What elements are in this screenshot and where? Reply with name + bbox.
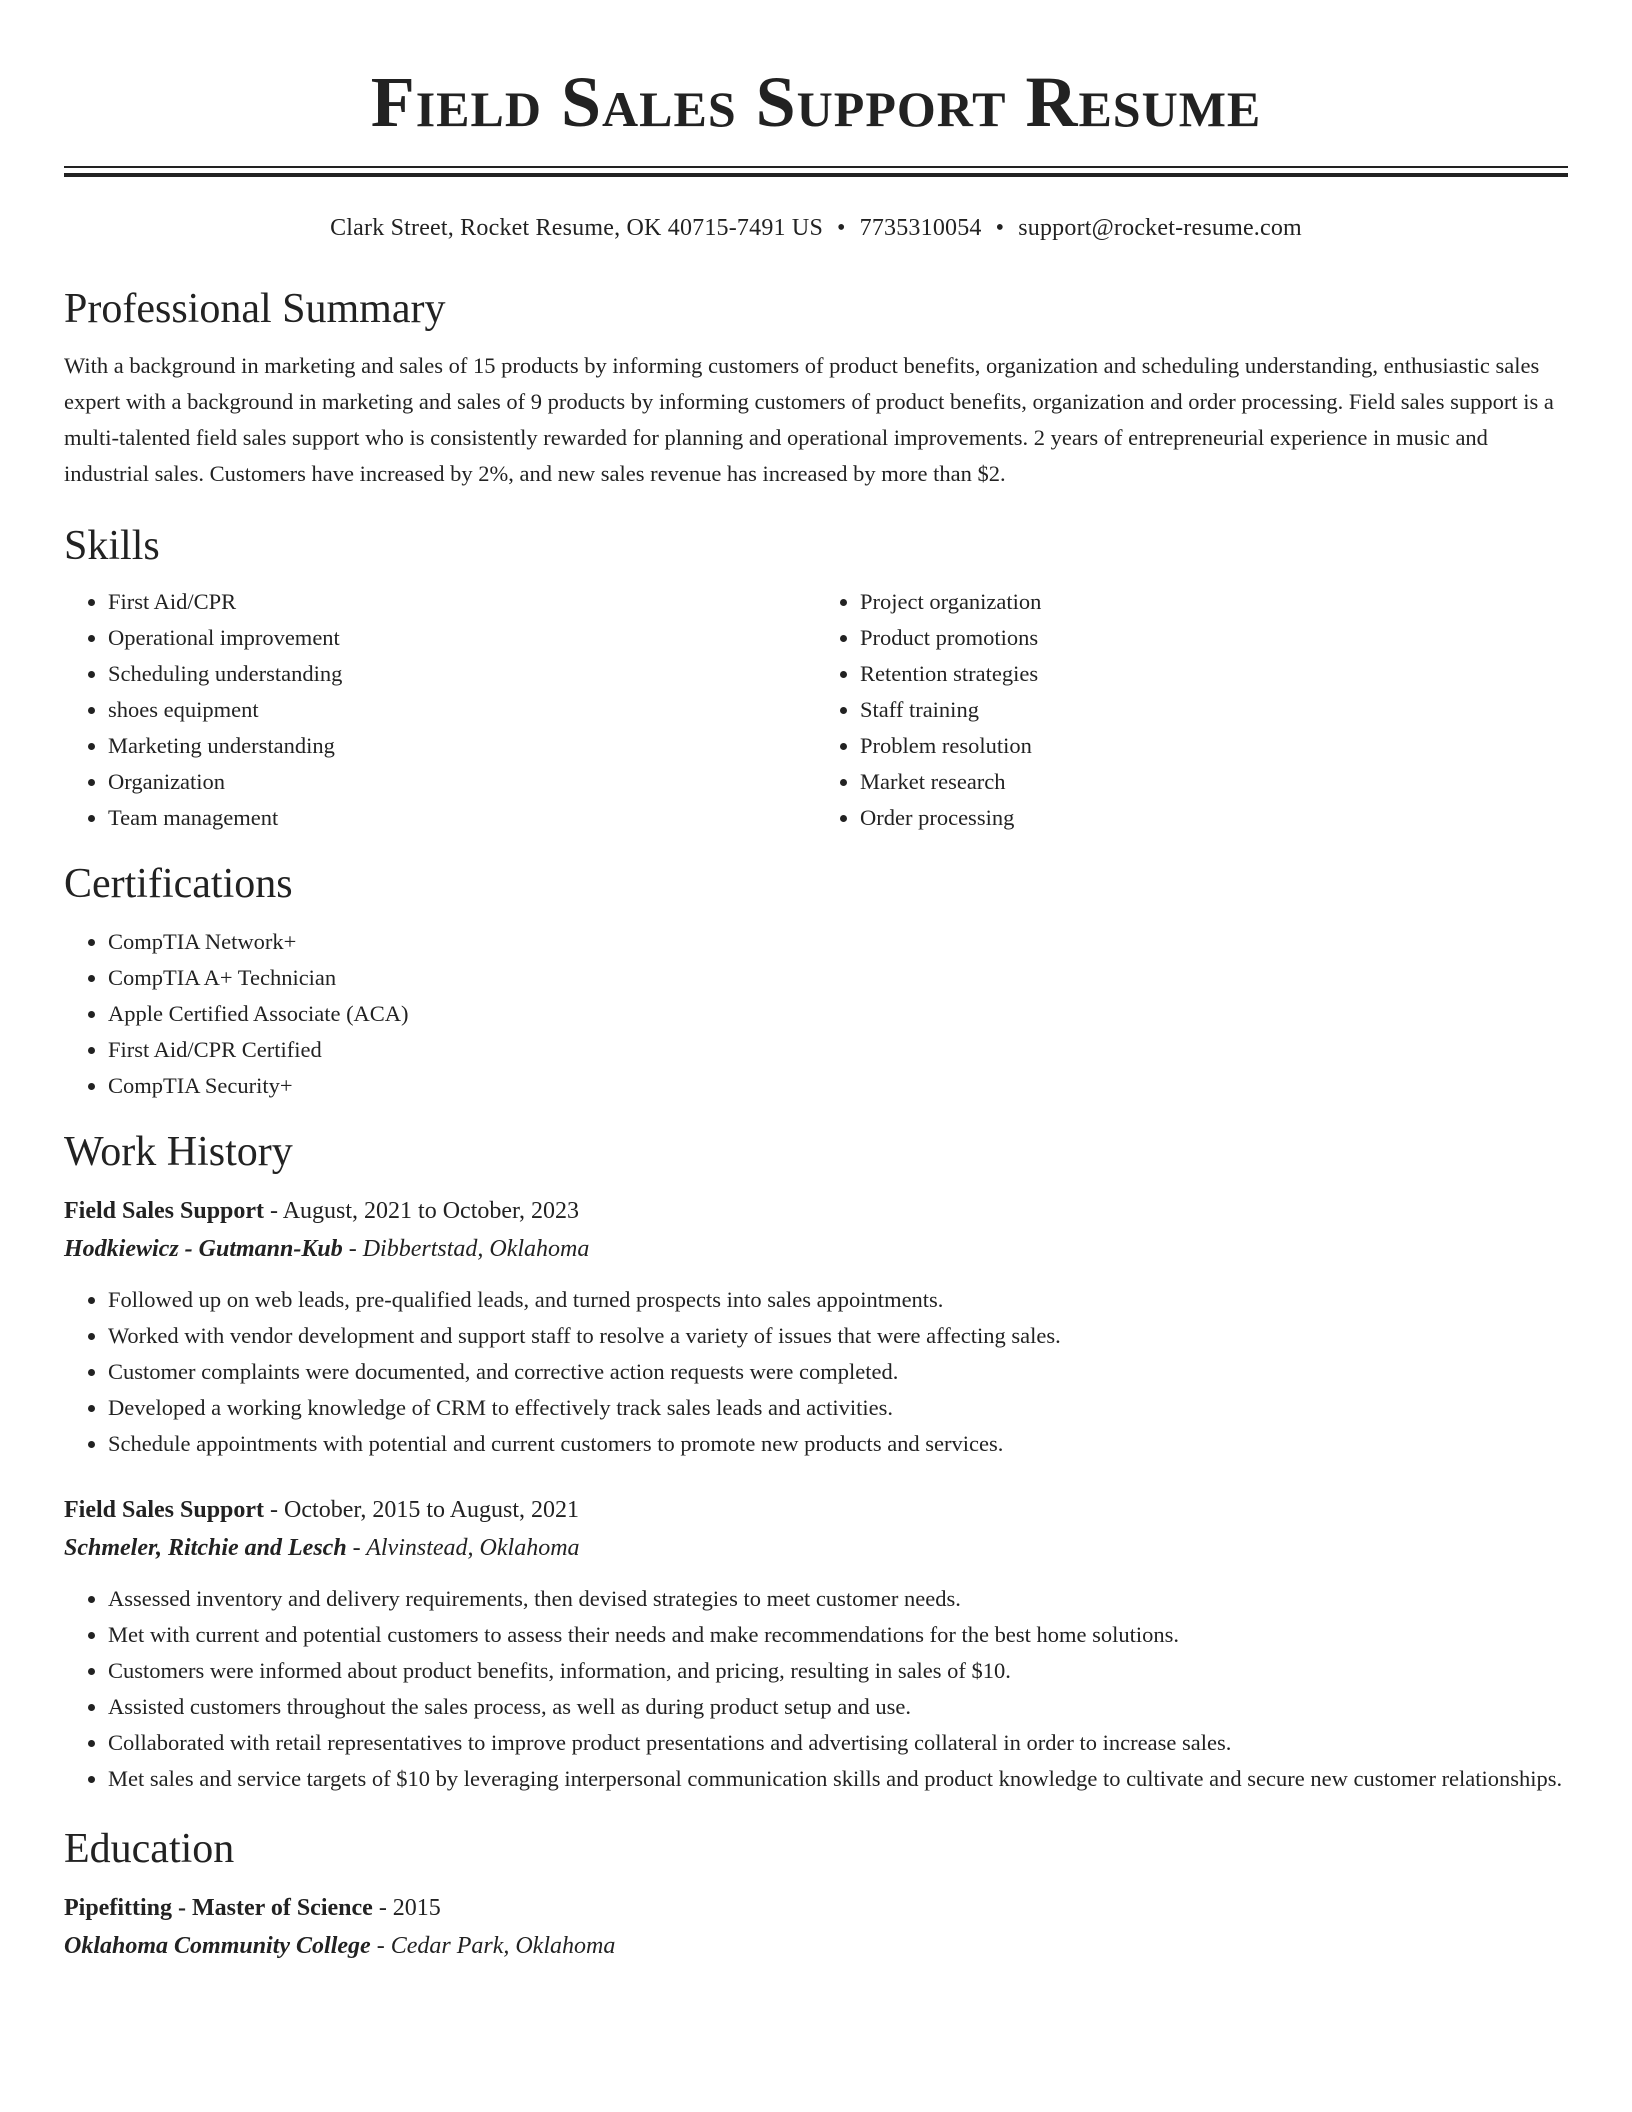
- job-location: - Alvinstead, Oklahoma: [346, 1535, 580, 1561]
- skill-item: • Marketing understanding: [108, 728, 816, 764]
- education-degree-line: [64, 1889, 1568, 1927]
- skill-item: • Order processing: [860, 800, 1568, 836]
- job-title-line: [64, 1491, 1568, 1529]
- skills-list: [64, 584, 1568, 836]
- education-location: - Cedar Park, Oklahoma: [370, 1933, 616, 1959]
- skill-item: • Organization: [108, 764, 816, 800]
- skills-heading: Skills: [64, 523, 160, 569]
- skill-item: • Market research: [860, 764, 1568, 800]
- skill-item: • Scheduling understanding: [108, 656, 816, 692]
- job-duty: • Met with current and potential customers to assess their needs and make recommendations for the best home solutions.: [108, 1617, 1568, 1653]
- skill-item: • Product promotions: [860, 620, 1568, 656]
- job-location: - Dibbertstad, Oklahoma: [342, 1236, 590, 1262]
- job-entry: [64, 1491, 1568, 1797]
- job-company: Hodkiewicz - Gutmann-Kub: [64, 1236, 343, 1262]
- skill-item: • First Aid/CPR: [108, 584, 816, 620]
- certification-item: • Apple Certified Associate (ACA): [108, 996, 1568, 1032]
- resume-title: Field Sales Support Resume: [370, 62, 1262, 142]
- job-duty: • Schedule appointments with potential and current customers to promote new products and services.: [108, 1426, 1568, 1462]
- title-divider-thick: [64, 173, 1568, 177]
- job-duty: • Customer complaints were documented, and corrective action requests were completed.: [108, 1354, 1568, 1390]
- job-duty: • Met sales and service targets of $10 by leveraging interpersonal communication skills and product knowledge to cultivate and secure new customer relationships.: [108, 1761, 1568, 1797]
- job-role: Field Sales Support: [64, 1497, 265, 1523]
- education-school-line: [64, 1927, 1568, 1965]
- job-duty: • Followed up on web leads, pre-qualified leads, and turned prospects into sales appointments.: [108, 1282, 1568, 1318]
- summary-heading: Professional Summary: [64, 286, 446, 332]
- education-heading: Education: [64, 1826, 235, 1872]
- job-duty: • Collaborated with retail representatives to improve product presentations and advertising collateral in order to increase sales.: [108, 1725, 1568, 1761]
- skill-item: • shoes equipment: [108, 692, 816, 728]
- skill-item: • Retention strategies: [860, 656, 1568, 692]
- skill-item: • Problem resolution: [860, 728, 1568, 764]
- certifications-heading: Certifications: [64, 861, 293, 907]
- certifications-list: [64, 924, 1568, 1104]
- job-duty: • Assisted customers throughout the sales process, as well as during product setup and use.: [108, 1689, 1568, 1725]
- summary-text: With a background in marketing and sales of 15 products by informing customers of product benefits, organization and scheduling understanding, enthusiastic sales expert with a background in marketing and sales of 9 products by informing customers of product benefits, organization and order processing. Field sales support is a multi-talented field sales support who is consistently rewarded for planning and operational improvements. 2 years of entrepreneurial experience in music and industrial sales. Customers have increased by 2%, and new sales revenue has increased by more than $2.: [64, 353, 1554, 486]
- job-duty: • Customers were informed about product benefits, information, and pricing, resulting in sales of $10.: [108, 1653, 1568, 1689]
- job-title-line: [64, 1192, 1568, 1230]
- contact-separator: •: [837, 215, 846, 241]
- job-duties-list: [64, 1581, 1568, 1797]
- job-role: Field Sales Support: [64, 1198, 265, 1224]
- contact-separator: •: [995, 215, 1005, 241]
- certification-item: • CompTIA A+ Technician: [108, 960, 1568, 996]
- skill-item: • Project organization: [860, 584, 1568, 620]
- title-divider-thin: [64, 166, 1568, 168]
- contact-address: Clark Street, Rocket Resume, OK 40715-7491 US: [330, 215, 824, 241]
- job-duties-list: [64, 1282, 1568, 1462]
- job-duty: • Assessed inventory and delivery requirements, then devised strategies to meet customer needs.: [108, 1581, 1568, 1617]
- job-dates: - October, 2015 to August, 2021: [264, 1497, 580, 1523]
- education-year: - 2015: [372, 1895, 441, 1921]
- education-school: Oklahoma Community College: [64, 1933, 371, 1959]
- job-duty: • Worked with vendor development and support staff to resolve a variety of issues that were affecting sales.: [108, 1318, 1568, 1354]
- skills-column-right: [816, 584, 1568, 836]
- certification-item: • CompTIA Network+: [108, 924, 1568, 960]
- certification-item: • CompTIA Security+: [108, 1068, 1568, 1104]
- skill-item: • Staff training: [860, 692, 1568, 728]
- job-company-line: [64, 1230, 1568, 1268]
- job-entry: [64, 1192, 1568, 1462]
- job-company-line: [64, 1529, 1568, 1567]
- contact-email: support@rocket-resume.com: [1018, 215, 1302, 241]
- work-history-heading: Work History: [64, 1129, 293, 1175]
- skills-column-left: [64, 584, 816, 836]
- job-duty: • Developed a working knowledge of CRM to effectively track sales leads and activities.: [108, 1390, 1568, 1426]
- certification-item: • First Aid/CPR Certified: [108, 1032, 1568, 1068]
- education-degree: Pipefitting - Master of Science: [64, 1895, 373, 1921]
- contact-phone: 7735310054: [859, 215, 982, 241]
- skill-item: • Operational improvement: [108, 620, 816, 656]
- job-company: Schmeler, Ritchie and Lesch: [64, 1535, 347, 1561]
- contact-line: [64, 213, 1568, 243]
- job-dates: - August, 2021 to October, 2023: [264, 1198, 580, 1224]
- skill-item: • Team management: [108, 800, 816, 836]
